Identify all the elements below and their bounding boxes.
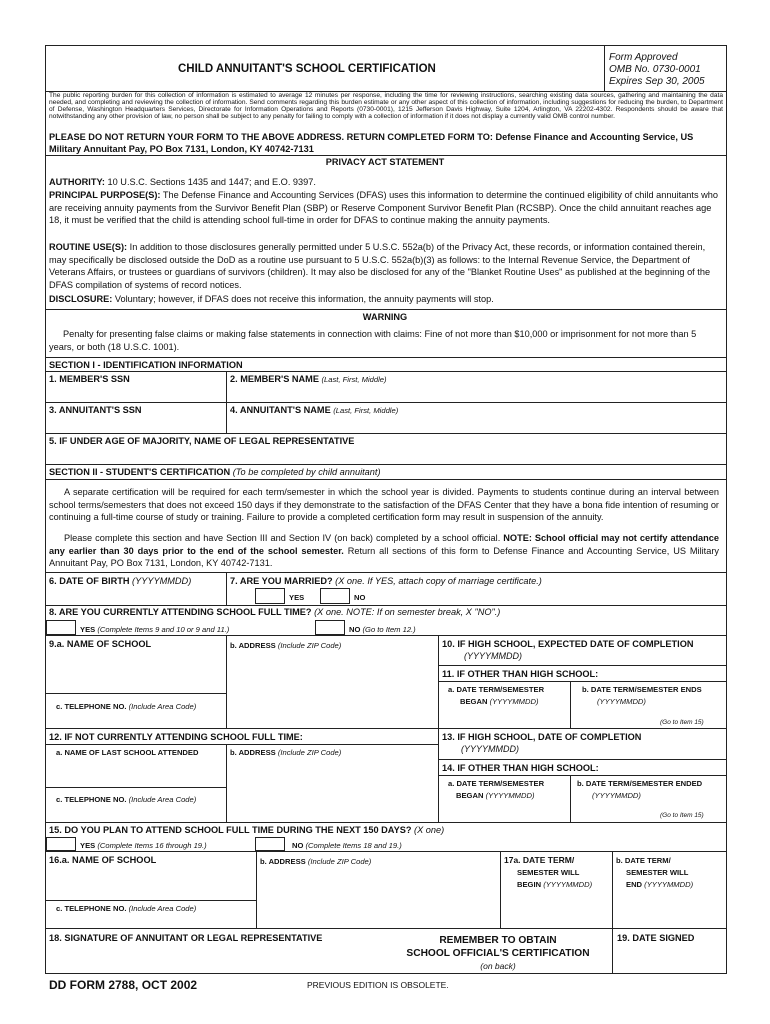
row-line-12 [45,728,727,729]
next-school-address-label: b. ADDRESS (Include ZIP Code) [260,857,372,866]
term-began-field[interactable] [439,709,569,724]
goto-15-note-b: (Go to Item 15) [660,812,704,819]
line-14a [438,775,727,776]
term-begin-field[interactable] [501,893,611,927]
row-line-15 [45,822,727,823]
legal-rep-field[interactable] [46,448,726,463]
hs-completion-field[interactable] [540,742,726,757]
term-ends-hint: (YYYYMMDD) [597,697,646,706]
section1-divider [45,357,727,358]
line-12c [45,787,226,788]
term-begin-label-3: BEGIN (YYYYMMDD) [517,880,593,889]
school-phone-field[interactable] [46,713,225,727]
member-name-label: 2. MEMBER'S NAME (Last, First, Middle) [230,374,387,384]
row-line-3 [45,402,727,403]
purpose-text: The Defense Finance and Accounting Services (DFAS) uses this information to determine the continued eligibility of child annuitants who are receiving annuity payments from the Survivor Benefit Plan (SBP) or Reserve Component Survivor Benefit Plan (RCSBP). Once the child annuitant reaches age 18, it must be verified that the child is attending school full-time in order for DFAS to continue making the annuity payments. [49,190,718,225]
married-no-label: NO [354,593,366,602]
authority-label: AUTHORITY: [49,177,105,187]
expiration-date: Expires Sep 30, 2005 [609,76,705,87]
term-ended-hint: (YYYYMMDD) [592,791,641,800]
term-began-sub-14: BEGAN (YYYYMMDD) [456,791,535,800]
hs-expected-completion-hint: (YYYYMMDD) [464,651,522,661]
privacy-divider [45,155,727,156]
dob-field[interactable] [46,588,225,604]
term-began-label: a. DATE TERM/SEMESTER [448,685,545,694]
attending-yes-label: YES (Complete Items 9 and 10 or 9 and 11.) [80,625,230,634]
purpose-label: PRINCIPAL PURPOSE(S): [49,190,161,200]
goto-15-note-a: (Go to Item 15) [660,719,704,726]
school-phone-label: c. TELEPHONE NO. (Include Area Code) [56,702,197,711]
term-began-field-14[interactable] [439,803,569,818]
last-school-address-label: b. ADDRESS (Include ZIP Code) [230,748,342,757]
routine-text: In addition to those disclosures generally permitted under 5 U.S.C. 552a(b) of the Privacy Act, these records, or information contained therein, may specifically be disclosed outside the DoD as a routine use pursuant to 5 U.S.C. 552a(b)(3) as follows: to the Internal Revenue Service, the Department of Veterans Affairs, or trustees or guardians of survivors (children). It may also be disclosed for any of the "Blanket Routine Uses" as published at the beginning of the DFAS compilation of systems of record notices. [49,242,711,290]
remember-line-3: (on back) [480,961,516,971]
row-line-16 [45,851,727,852]
next-school-label: 16.a. NAME OF SCHOOL [49,855,157,865]
attending-label: 8. ARE YOU CURRENTLY ATTENDING SCHOOL FULL TIME? (X one. NOTE: If on semester break, X "NO".) [49,607,501,617]
row-line-6 [45,572,727,573]
line-16c [45,900,256,901]
privacy-title: PRIVACY ACT STATEMENT [325,157,445,167]
term-begin-label-2: SEMESTER WILL [517,868,580,877]
vline-6-7 [226,572,227,605]
section2-divider [45,464,727,465]
hs-expected-completion-label: 10. IF HIGH SCHOOL, EXPECTED DATE OF COMPLETION [442,639,694,649]
annuitant-ssn-field[interactable] [46,417,225,432]
line-11a [438,681,727,682]
last-school-phone-field[interactable] [46,806,225,821]
member-ssn-label: 1. MEMBER'S SSN [49,374,130,384]
last-school-label: a. NAME OF LAST SCHOOL ATTENDED [56,748,199,757]
next-school-address-field[interactable] [257,868,499,927]
annuitant-name-label: 4. ANNUITANT'S NAME (Last, First, Middle) [230,405,399,415]
school-address-field[interactable] [227,652,437,727]
married-no-checkbox[interactable] [320,588,350,604]
form-approval: Form Approved [609,52,678,63]
member-ssn-field[interactable] [46,386,225,401]
row-line-18 [45,928,727,929]
warning-text: Penalty for presenting false claims or making false statements in connection with claims: Fine of not more than $10,000 or imprisonment for not more than 5 years, or both (18 U.S.C. 1001). [49,329,697,352]
term-begin-label-1: 17a. DATE TERM/ [504,855,575,865]
not-attending-label: 12. IF NOT CURRENTLY ATTENDING SCHOOL FULL TIME: [49,732,303,742]
married-label: 7. ARE YOU MARRIED? (X one. If YES, attach copy of marriage certificate.) [230,576,542,586]
date-signed-field[interactable] [613,946,726,973]
obsolete-notice: PREVIOUS EDITION IS OBSOLETE. [307,980,449,990]
privacy-authority [49,176,723,189]
plan-no-label: NO (Complete Items 18 and 19.) [292,841,402,850]
next-school-phone-label: c. TELEPHONE NO. (Include Area Code) [56,904,197,913]
form-id: DD FORM 2788, OCT 2002 [49,978,198,992]
school-address-label: b. ADDRESS (Include ZIP Code) [230,641,342,650]
school-name-field[interactable] [46,652,225,692]
term-end-label-2: SEMESTER WILL [626,868,689,877]
line-12a [45,744,438,745]
member-name-field[interactable] [227,386,726,401]
married-yes-label: YES [289,593,305,602]
routine-label: ROUTINE USE(S): [49,242,128,252]
next-school-field[interactable] [46,867,255,899]
disclosure-label: DISCLOSURE: [49,294,113,304]
privacy-purpose [49,189,723,227]
hs-completion-hint: (YYYYMMDD) [461,744,519,754]
signature-field[interactable] [46,946,386,973]
plan-attend-label: 15. DO YOU PLAN TO ATTEND SCHOOL FULL TIME DURING THE NEXT 150 DAYS? (X one) [49,825,445,835]
row-line-14 [438,759,727,760]
hs-expected-completion-field[interactable] [540,648,726,663]
section2-completion-note: Please complete this section and have Section III and Section IV (on back) completed by a school official. NOTE: School official may not certify attendance any earlier than 30 days prior to the end of the school semester. Return all sections of this form to Defense Finance and Accounting Service, US Military Annuitant Pay, PO Box 7131, London, KY 40742-7131. [49,533,719,568]
date-signed-label: 19. DATE SIGNED [617,933,695,943]
term-end-field[interactable] [613,893,726,927]
last-school-address-field[interactable] [227,759,437,821]
annuitant-name-field[interactable] [227,417,726,432]
plan-no-checkbox[interactable] [255,837,285,851]
return-notice: PLEASE DO NOT RETURN YOUR FORM TO THE ABOVE ADDRESS. RETURN COMPLETED FORM TO: Defense Finance and Accounting Service, US Military Annuitant Pay, PO Box 7131, London, KY 40742-7131 [49,132,694,154]
privacy-routine-uses [49,241,723,291]
last-school-field[interactable] [46,759,225,786]
signature-label: 18. SIGNATURE OF ANNUITANT OR LEGAL REPRESENTATIVE [49,933,323,943]
form-title: CHILD ANNUITANT'S SCHOOL CERTIFICATION [178,63,436,75]
last-school-phone-label: c. TELEPHONE NO. (Include Area Code) [56,795,197,804]
omb-number: OMB No. 0730-0001 [609,64,701,75]
privacy-disclosure [49,293,723,306]
attending-no-checkbox[interactable] [315,620,345,635]
section2-header-line [45,479,727,480]
row-line-8 [45,605,727,606]
section2-title: SECTION II - STUDENT'S CERTIFICATION (To be completed by child annuitant) [49,467,381,477]
term-end-label-3: END (YYYYMMDD) [626,880,694,889]
married-yes-checkbox[interactable] [255,588,285,604]
attending-no-label: NO (Go to Item 12.) [349,625,416,634]
remember-line-1: REMEMBER TO OBTAIN [439,935,557,946]
hs-completion-label: 13. IF HIGH SCHOOL, DATE OF COMPLETION [442,732,642,742]
warning-divider [45,309,727,310]
section1-header-line [45,371,727,372]
legal-rep-label: 5. IF UNDER AGE OF MAJORITY, NAME OF LEGAL REPRESENTATIVE [49,436,355,446]
other-school-label-14: 14. IF OTHER THAN HIGH SCHOOL: [442,763,599,773]
next-school-phone-field[interactable] [46,914,255,927]
row-line-9 [45,635,727,636]
row-line-11 [438,665,727,666]
authority-text: 10 U.S.C. Sections 1435 and 1447; and E.O. 9397. [107,177,316,187]
school-name-label: 9.a. NAME OF SCHOOL [49,639,152,649]
warning-title: WARNING [362,312,408,322]
other-school-label: 11. IF OTHER THAN HIGH SCHOOL: [442,669,599,679]
remember-line-2: SCHOOL OFFICIAL'S CERTIFICATION [406,948,590,959]
burden-statement: The public reporting burden for this collection of information is estimated to average 12 minutes per response, including the time for reviewing instructions, searching existing data sources, gathering and maintaining the data needed, and completing and reviewing the collection of information. Send comments regarding this burden estimate or any other aspect of this collection of information, including suggestions for reducing the burden, to Department of Defense, Washington Headquarters Services, Directorate for Information Operations and Reports (0730-0001), 1215 Jefferson Davis Highway, Suite 1204, Arlington, VA 22202-4302. Respondents should be aware that notwithstanding any other provision of law, no person shall be subject to any penalty for failing to comply with a collection of information if it does not display a currently valid OMB control number. [49,92,723,120]
dob-label: 6. DATE OF BIRTH (YYYYMMDD) [49,576,192,586]
header-vline [604,45,605,91]
term-began-sub: BEGAN (YYYYMMDD) [460,697,539,706]
annuitant-ssn-label: 3. ANNUITANT'S SSN [49,405,142,415]
attending-yes-checkbox[interactable] [46,620,76,635]
row-line-5 [45,433,727,434]
term-ended-label: b. DATE TERM/SEMESTER ENDED [577,779,703,788]
section1-title: SECTION I - IDENTIFICATION INFORMATION [49,360,243,370]
disclosure-text: Voluntary; however, if DFAS does not receive this information, the annuity payments will stop. [114,294,494,304]
plan-yes-label: YES (Complete Items 16 through 19.) [80,841,207,850]
term-began-label-14: a. DATE TERM/SEMESTER [448,779,545,788]
term-end-label-1: b. DATE TERM/ [616,856,671,865]
term-ends-label: b. DATE TERM/SEMESTER ENDS [582,685,702,694]
plan-yes-checkbox[interactable] [46,837,76,851]
section2-instructions: A separate certification will be required for each term/semester in which the school year is divided. Payments to students continue during an interval between school terms/semesters that does not exceed 150 days if they demonstrate to the satisfaction of the DFAS Center that they have a bona fide intention of resuming or continuing a full-time course of study or training. Failure to provide a completed certification form may result in suspension of the annuity. [49,487,719,522]
line-9c [45,693,226,694]
